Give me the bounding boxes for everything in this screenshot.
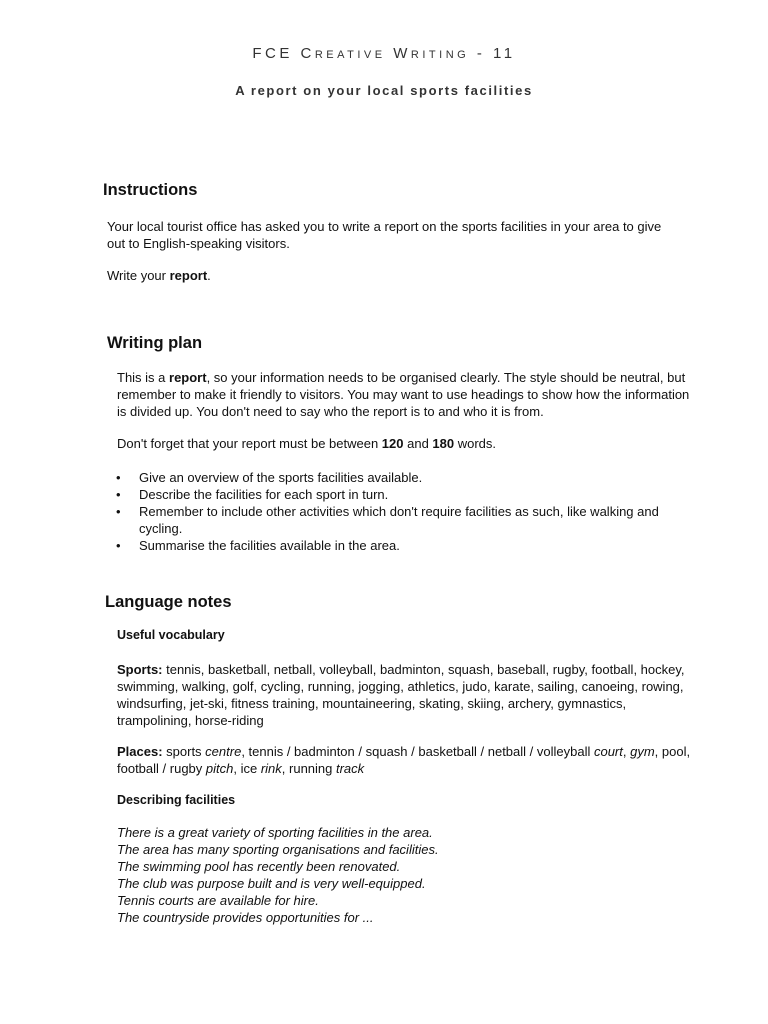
para2-mid: and — [403, 436, 433, 451]
bullet-text: Give an overview of the sports facilities available. — [139, 470, 423, 485]
para1-bold: report — [169, 370, 207, 385]
word-count-max: 180 — [432, 436, 455, 451]
places-part: rink — [260, 761, 282, 776]
list-item — [116, 503, 702, 537]
places-part: pitch — [205, 761, 234, 776]
example-sentence: The area has many sporting organisations and facilities. — [117, 842, 439, 857]
example-sentences — [117, 824, 702, 926]
instructions-write-line — [107, 267, 682, 284]
para1-prefix: This is a — [117, 370, 170, 385]
list-item — [116, 469, 702, 486]
writing-plan-heading: Writing plan — [107, 334, 203, 352]
places-part: sports — [162, 744, 206, 759]
instructions-text: Your local tourist office has asked you to write a report on the sports facilities in your area to give out to English-speaking visitors. — [107, 219, 662, 251]
places-part: , pool, football / rugby — [117, 744, 691, 776]
places-part: centre — [205, 744, 242, 759]
places-part: , tennis / badminton / squash / basketball / netball / volleyball — [241, 744, 594, 759]
bullet-icon: • — [116, 504, 121, 519]
places-part: , ice — [233, 761, 261, 776]
instructions-heading: Instructions — [103, 181, 198, 199]
write-prefix: Write your — [107, 268, 170, 283]
bullet-text: Describe the facilities for each sport in turn. — [139, 487, 389, 502]
bullet-icon: • — [116, 538, 121, 553]
bullet-text: Summarise the facilities available in the area. — [139, 538, 400, 553]
sports-label: Sports: — [117, 662, 163, 677]
para1-suffix: , so your information needs to be organised clearly. The style should be neutral, but remember to make it friendly to visitors. You may want to use headings to show how the information is divided up. You don't need to say who the report is to and who it is from. — [117, 370, 690, 419]
list-item — [116, 486, 702, 503]
example-sentence: The countryside provides opportunities for ... — [117, 910, 374, 925]
word-count-min: 120 — [381, 436, 404, 451]
places-label: Places: — [117, 744, 163, 759]
example-sentence: The swimming pool has recently been renovated. — [117, 859, 401, 874]
list-item — [116, 537, 702, 554]
example-sentence: There is a great variety of sporting facilities in the area. — [117, 825, 433, 840]
para2-suffix: words. — [454, 436, 497, 451]
sports-vocabulary — [117, 661, 702, 729]
writing-plan-para2 — [117, 435, 702, 452]
places-part: track — [335, 761, 365, 776]
vocabulary-heading: Useful vocabulary — [117, 628, 225, 642]
writing-plan-para1 — [117, 369, 702, 420]
page-subtitle: A report on your local sports facilities — [235, 83, 533, 98]
example-sentence: Tennis courts are available for hire. — [117, 893, 319, 908]
page-title: FCE Creative Writing - 11 — [252, 45, 516, 62]
write-bold: report — [169, 268, 208, 283]
bullet-text: Remember to include other activities which don't require facilities as such, like walking and cycling. — [139, 504, 659, 536]
places-part: gym — [630, 744, 655, 759]
places-part: , — [622, 744, 631, 759]
example-sentence: The club was purpose built and is very well-equipped. — [117, 876, 426, 891]
para2-prefix: Don't forget that your report must be between — [117, 436, 382, 451]
describing-heading: Describing facilities — [117, 793, 236, 807]
writing-plan-bullets — [116, 469, 702, 554]
places-vocabulary — [117, 743, 702, 777]
write-suffix: . — [207, 268, 211, 283]
bullet-icon: • — [116, 470, 121, 485]
places-part: court — [593, 744, 623, 759]
sports-list: tennis, basketball, netball, volleyball, badminton, squash, baseball, rugby, football, hockey, swimming, walking, golf, cycling, running, jogging, athletics, judo, karate, sailing, canoeing, rowing, windsurfing, jet-ski, fitness training, mountaineering, skating, skiing, archery, gymnastics, trampolining, horse-riding — [117, 662, 685, 728]
language-notes-heading: Language notes — [105, 593, 232, 611]
places-part: , running — [281, 761, 336, 776]
bullet-icon: • — [116, 487, 121, 502]
